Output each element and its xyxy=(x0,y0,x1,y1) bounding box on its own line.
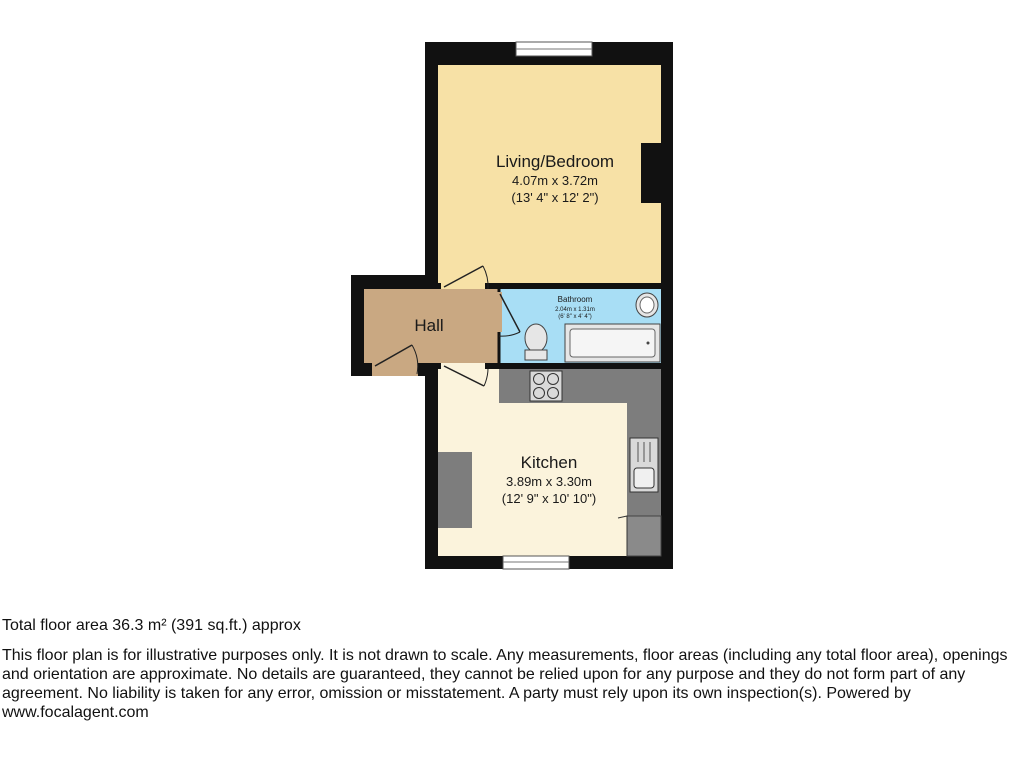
chimney-breast xyxy=(641,143,661,203)
side-counter xyxy=(438,452,472,528)
bath-inner-icon xyxy=(570,329,655,357)
appliance-icon xyxy=(627,516,661,556)
toilet-cistern-icon xyxy=(525,350,547,360)
living-bedroom-dims-metric: 4.07m x 3.72m xyxy=(512,173,598,188)
bath-plug-icon xyxy=(647,342,650,345)
footer xyxy=(2,616,1022,722)
living-bedroom-dims-imperial: (13' 4" x 12' 2") xyxy=(511,190,599,205)
bathroom-label: Bathroom xyxy=(557,295,593,304)
kitchen-dims-metric: 3.89m x 3.30m xyxy=(506,474,592,489)
bathroom-dims-imperial: (6' 8" x 4' 4") xyxy=(558,314,592,320)
total-floor-area: Total floor area 36.3 m² (391 sq.ft.) approx xyxy=(2,617,301,634)
kitchen-partition xyxy=(486,363,499,369)
kitchen-dims-imperial: (12' 9" x 10' 10") xyxy=(501,491,597,506)
front-door-gap xyxy=(372,363,418,376)
bathroom-door-gap xyxy=(496,292,502,332)
living-bedroom-label: Living/Bedroom xyxy=(495,152,615,171)
sink-bowl-icon xyxy=(634,468,654,488)
kitchen-label: Kitchen xyxy=(520,453,578,472)
toilet-icon xyxy=(525,324,547,352)
basin-bowl-icon xyxy=(640,297,654,313)
hall-label: Hall xyxy=(414,316,444,335)
disclaimer-text: This floor plan is for illustrative purposes only. It is not drawn to scale. Any measurements, floor areas (including any total floor area), openings and orientation are approximate. No details are guaranteed, they cannot be relied upon for any purpose and they do not form part of any agreement. No liability is taken for any error, omission or misstatement. A party must rely upon its own inspection(s). Powered by www.focalagent.com xyxy=(2,647,1008,721)
living-door-gap xyxy=(441,283,485,289)
bathroom-dims-metric: 2.04m x 1.31m xyxy=(555,307,595,313)
